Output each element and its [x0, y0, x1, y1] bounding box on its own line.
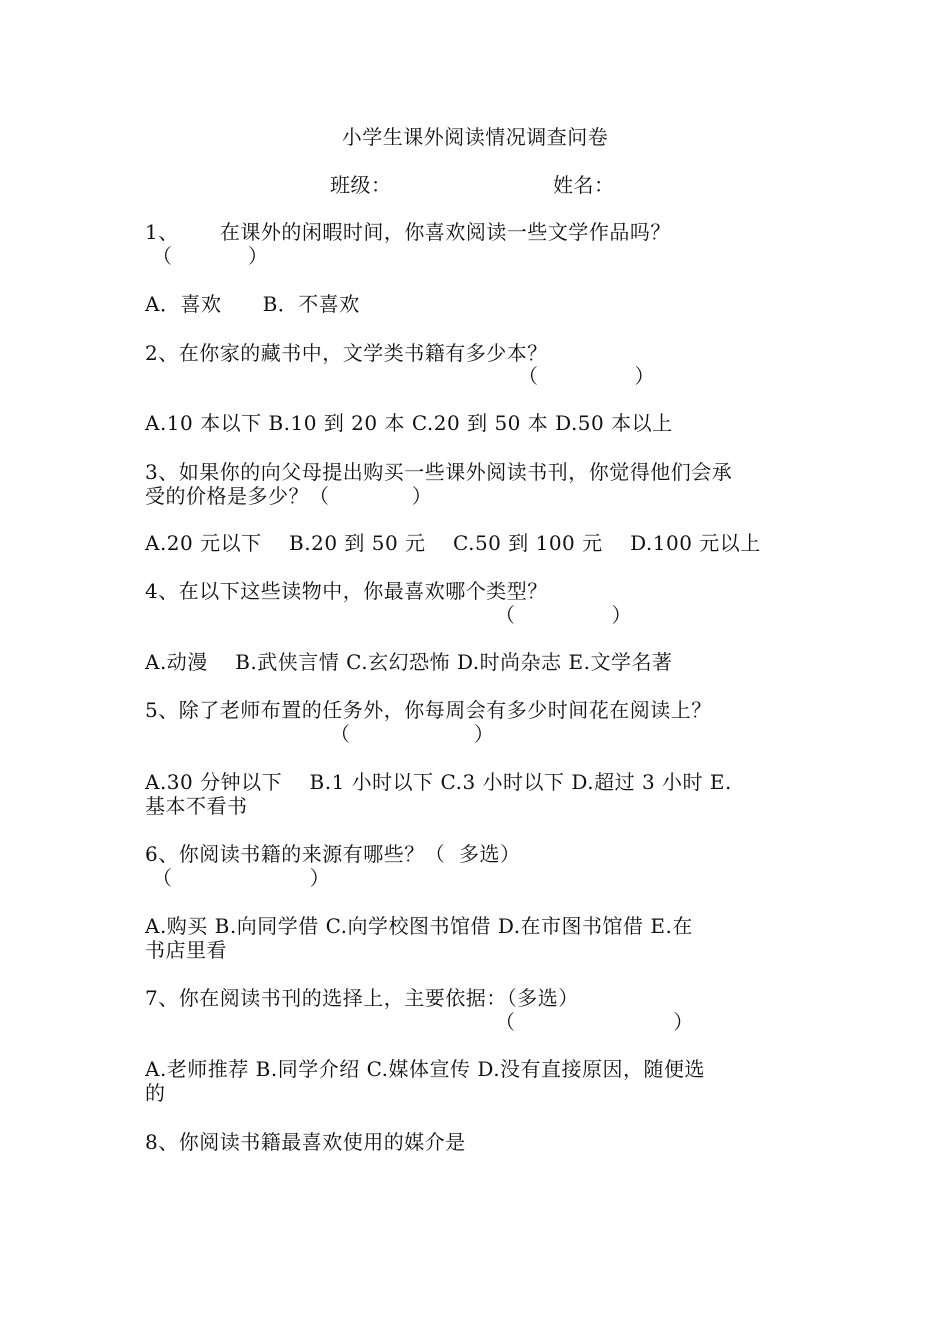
question-7-text: 7、你在阅读书刊的选择上，主要依据：（多选） [145, 986, 579, 1010]
question-2-options: A.10 本以下 B.10 到 20 本 C.20 到 50 本 D.50 本以上 [145, 411, 673, 435]
question-3-text: 3、如果你的向父母提出购买一些课外阅读书刊，你觉得他们会承 [145, 460, 733, 484]
class-label: 班级： [330, 173, 392, 197]
question-2-text: 2、在你家的藏书中，文学类书籍有多少本？ [145, 341, 548, 365]
question-5-text: 5、除了老师布置的任务外，你每周会有多少时间花在阅读上？ [145, 698, 712, 722]
question-2-answer-blank: （ ） [518, 364, 656, 388]
question-5-options-cont: 基本不看书 [145, 794, 248, 818]
question-4-text: 4、在以下这些读物中，你最喜欢哪个类型？ [145, 579, 548, 603]
question-1-answer-blank: （ ） [152, 244, 269, 268]
page-title: 小学生课外阅读情况调查问卷 [341, 125, 609, 149]
question-4-answer-blank: （ ） [495, 603, 633, 627]
question-3-text-cont: 受的价格是多少？（ ） [145, 484, 433, 508]
name-label: 姓名： [553, 173, 615, 197]
question-5-answer-blank: （ ） [330, 722, 495, 746]
question-7-options-cont: 的 [145, 1081, 166, 1105]
question-4-options: A.动漫 B.武侠言情 C.玄幻恐怖 D.时尚杂志 E.文学名著 [145, 650, 673, 674]
question-1-text: 1、 在课外的闲暇时间，你喜欢阅读一些文学作品吗？ [145, 220, 671, 244]
question-7-answer-blank: （ ） [495, 1010, 694, 1034]
question-6-options: A.购买 B.向同学借 C.向学校图书馆借 D.在市图书馆借 E.在 [145, 914, 693, 938]
question-7-options: A.老师推荐 B.同学介绍 C.媒体宣传 D.没有直接原因，随便选 [145, 1057, 706, 1081]
question-8-text: 8、你阅读书籍最喜欢使用的媒介是 [145, 1130, 466, 1154]
question-5-options: A.30 分钟以下 B.1 小时以下 C.3 小时以下 D.超过 3 小时 E. [145, 770, 732, 794]
question-3-options: A.20 元以下 B.20 到 50 元 C.50 到 100 元 D.100 元以上 [145, 531, 761, 555]
question-1-options: A．喜欢 B．不喜欢 [145, 292, 360, 316]
question-6-text: 6、你阅读书籍的来源有哪些？（ 多选） [145, 842, 521, 866]
question-6-answer-blank: （ ） [152, 866, 331, 890]
question-6-options-cont: 书店里看 [145, 938, 227, 962]
